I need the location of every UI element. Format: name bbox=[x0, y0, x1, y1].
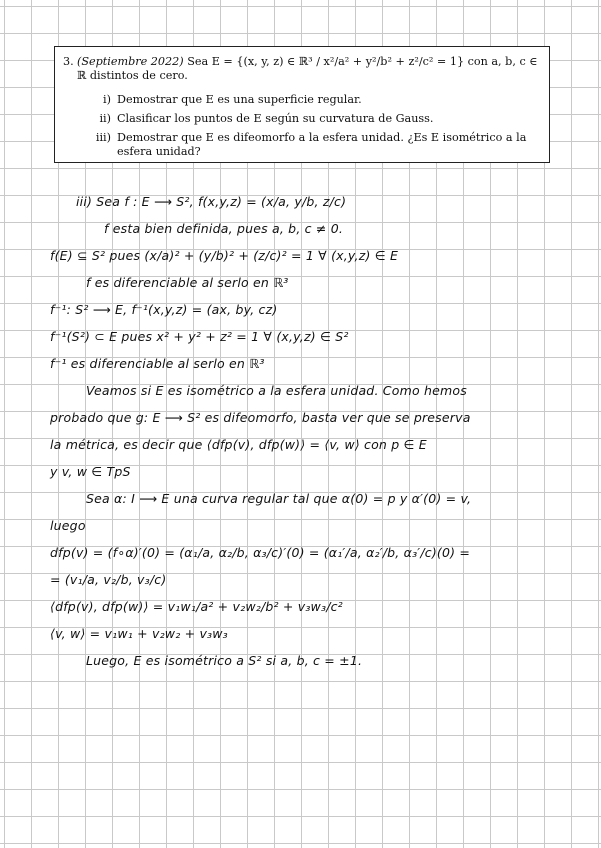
subitem-text: Clasificar los puntos de E según su curvatura de Gauss. bbox=[117, 112, 434, 125]
subitem-text: Demostrar que E es difeomorfo a la esfera unidad. ¿Es E isométrico a la esfera unidad? bbox=[117, 131, 527, 158]
problem-source: (Septiembre 2022) bbox=[77, 55, 184, 68]
subitem-text: Demostrar que E es una superficie regular. bbox=[117, 93, 362, 106]
solution-line: luego bbox=[50, 518, 86, 533]
solution-line: f⁻¹: S² ⟶ E, f⁻¹(x,y,z) = (ax, by, cz) bbox=[50, 302, 278, 317]
solution-line: Sea α: I ⟶ E una curva regular tal que α(0) = p y α′(0) = v, bbox=[86, 491, 472, 506]
subitem-numeral: iii) bbox=[95, 131, 111, 144]
solution-line: iii) Sea f : E ⟶ S², f(x,y,z) = (x/a, y/b, z/c) bbox=[76, 194, 347, 209]
solution-line: f es diferenciable al serlo en ℝ³ bbox=[86, 275, 289, 290]
solution-line: ⟨v, w⟩ = v₁w₁ + v₂w₂ + v₃w₃ bbox=[50, 626, 228, 641]
subitem-numeral: i) bbox=[103, 93, 111, 106]
solution-line: ⟨dfp(v), dfp(w)⟩ = v₁w₁/a² + v₂w₂/b² + v₃w₃/c² bbox=[50, 599, 343, 614]
solution-line: Veamos si E es isométrico a la esfera unidad. Como hemos bbox=[86, 383, 467, 398]
solution-line: la métrica, es decir que ⟨dfp(v), dfp(w)⟩ = ⟨v, w⟩ con p ∈ E bbox=[50, 437, 427, 452]
solution-line: dfp(v) = (f∘α)′(0) = (α₁/a, α₂/b, α₃/c)′(0) = (α₁′/a, α₂′/b, α₃′/c)(0) = bbox=[50, 545, 471, 560]
solution-line: Luego, E es isométrico a S² si a, b, c = ±1. bbox=[86, 653, 363, 668]
problem-definition: Sea E = {(x, y, z) ∈ ℝ³ / x²/a² + y²/b² + z²/c² = 1} con a, b, c ∈ ℝ distintos de cero. bbox=[77, 55, 538, 82]
solution-line: f(E) ⊆ S² pues (x/a)² + (y/b)² + (z/c)² = 1 ∀ (x,y,z) ∈ E bbox=[50, 248, 399, 263]
subitem-numeral: ii) bbox=[99, 112, 111, 125]
solution-line: f⁻¹(S²) ⊂ E pues x² + y² + z² = 1 ∀ (x,y,z) ∈ S² bbox=[50, 329, 349, 344]
solution-line: probado que g: E ⟶ S² es difeomorfo, basta ver que se preserva bbox=[50, 410, 471, 425]
solution-line: = (v₁/a, v₂/b, v₃/c) bbox=[50, 572, 167, 587]
solution-line: f esta bien definida, pues a, b, c ≠ 0. bbox=[104, 221, 344, 236]
solution-line: y v, w ∈ TpS bbox=[50, 464, 131, 479]
problem-number: 3. bbox=[63, 55, 74, 68]
solution-line: f⁻¹ es diferenciable al serlo en ℝ³ bbox=[50, 356, 265, 371]
